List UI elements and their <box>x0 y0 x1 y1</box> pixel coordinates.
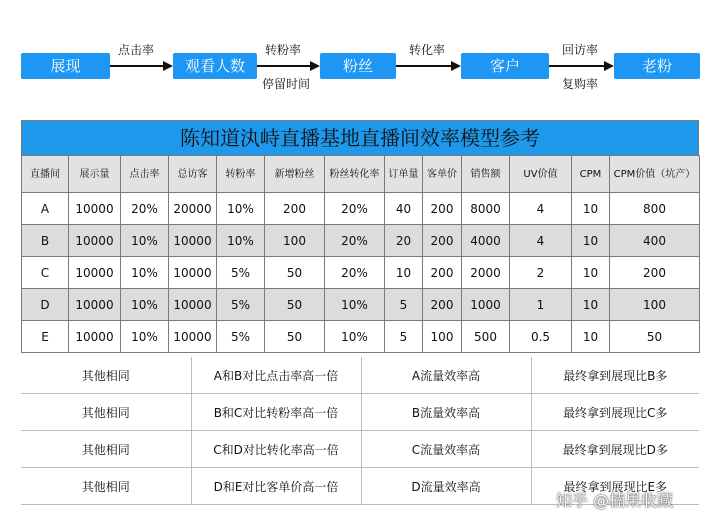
table-cell: 4 <box>510 193 572 225</box>
table-cell: 20% <box>121 193 169 225</box>
flow-label-stay-time: 停留时间 <box>262 77 311 91</box>
table-cell: 10% <box>217 193 265 225</box>
table-cell: 5% <box>217 257 265 289</box>
table-cell: 5 <box>385 289 423 321</box>
col-header-visitors: 总访客 <box>169 156 217 193</box>
col-header-orders: 订单量 <box>385 156 423 193</box>
col-header-cpm: CPM <box>572 156 610 193</box>
table-cell: 10 <box>385 257 423 289</box>
comparison-cell: A流量效率高 <box>361 357 531 394</box>
table-cell: A <box>22 193 69 225</box>
col-header-impressions: 展示量 <box>69 156 121 193</box>
table-cell: 10 <box>572 257 610 289</box>
comparison-cell: 其他相同 <box>21 394 191 431</box>
table-cell: 200 <box>610 257 700 289</box>
comparison-cell: B流量效率高 <box>361 394 531 431</box>
table-cell: 10000 <box>69 225 121 257</box>
comparison-cell: 最终拿到展现比D多 <box>531 431 699 468</box>
efficiency-model-table <box>21 120 699 353</box>
comparison-table <box>21 357 699 505</box>
table-header-row <box>22 156 700 193</box>
table-title: 陈知道汍峙直播基地直播间效率模型参考 <box>21 120 699 155</box>
table-cell: 10 <box>572 321 610 353</box>
col-header-new-fans: 新增粉丝 <box>265 156 325 193</box>
comparison-cell: 其他相同 <box>21 431 191 468</box>
table-cell: 10000 <box>69 193 121 225</box>
flow-box-exposure: 展现 <box>21 53 110 79</box>
table-cell: 20 <box>385 225 423 257</box>
comparison-cell: C流量效率高 <box>361 431 531 468</box>
funnel-flow <box>0 0 720 110</box>
table-cell: 10% <box>121 321 169 353</box>
table-cell: 200 <box>423 225 462 257</box>
table-cell: 50 <box>265 321 325 353</box>
table-cell: D <box>22 289 69 321</box>
table-cell: 50 <box>610 321 700 353</box>
flow-box-old-fans: 老粉 <box>614 53 700 79</box>
comparison-cell: D和E对比客单价高一倍 <box>191 468 361 505</box>
comparison-row <box>21 431 699 468</box>
comparison-row <box>21 357 699 394</box>
table-cell: 10000 <box>169 289 217 321</box>
table-cell: 10000 <box>169 257 217 289</box>
flow-arrow-4 <box>549 61 614 71</box>
flow-label-follow-rate: 转粉率 <box>265 43 302 57</box>
table-cell: 10% <box>121 225 169 257</box>
table-row <box>22 193 700 225</box>
table-cell: 10% <box>121 289 169 321</box>
table-cell: 10 <box>572 289 610 321</box>
table-cell: 10 <box>572 193 610 225</box>
col-header-fan-conversion: 粉丝转化率 <box>325 156 385 193</box>
table-cell: 4000 <box>462 225 510 257</box>
zhihu-watermark: 知乎 @楠果收藏 <box>556 491 674 510</box>
comparison-cell: 其他相同 <box>21 357 191 394</box>
comparison-cell: 最终拿到展现比B多 <box>531 357 699 394</box>
col-header-aov: 客单价 <box>423 156 462 193</box>
flow-box-viewers: 观看人数 <box>173 53 257 79</box>
table-cell: C <box>22 257 69 289</box>
col-header-uv-value: UV价值 <box>510 156 572 193</box>
table-cell: 10000 <box>169 321 217 353</box>
table-cell: 10% <box>325 289 385 321</box>
table-cell: 0.5 <box>510 321 572 353</box>
table-cell: 1000 <box>462 289 510 321</box>
table-row <box>22 321 700 353</box>
comparison-cell: 最终拿到展现比C多 <box>531 394 699 431</box>
comparison-cell: 其他相同 <box>21 468 191 505</box>
table-cell: 10000 <box>69 321 121 353</box>
table-cell: 200 <box>265 193 325 225</box>
table-cell: 200 <box>423 289 462 321</box>
col-header-room: 直播间 <box>22 156 69 193</box>
table-cell: 40 <box>385 193 423 225</box>
flow-box-fans: 粉丝 <box>320 53 396 79</box>
table-row <box>22 289 700 321</box>
table-cell: 800 <box>610 193 700 225</box>
table-cell: 400 <box>610 225 700 257</box>
table-cell: 50 <box>265 289 325 321</box>
table-cell: 1 <box>510 289 572 321</box>
table-cell: E <box>22 321 69 353</box>
col-header-sales: 销售额 <box>462 156 510 193</box>
table-cell: 20% <box>325 257 385 289</box>
table-cell: 10% <box>325 321 385 353</box>
table-cell: 4 <box>510 225 572 257</box>
table-cell: 20% <box>325 193 385 225</box>
table-cell: 2 <box>510 257 572 289</box>
table-cell: 2000 <box>462 257 510 289</box>
comparison-row <box>21 394 699 431</box>
flow-arrow-1 <box>110 61 173 71</box>
table-cell: 500 <box>462 321 510 353</box>
table-cell: 10% <box>121 257 169 289</box>
col-header-click-rate: 点击率 <box>121 156 169 193</box>
table-cell: B <box>22 225 69 257</box>
col-header-follow-rate: 转粉率 <box>217 156 265 193</box>
col-header-cpm-value: CPM价值（坑产） <box>610 156 700 193</box>
comparison-cell: A和B对比点击率高一倍 <box>191 357 361 394</box>
comparison-cell: C和D对比转化率高一倍 <box>191 431 361 468</box>
table-cell: 20000 <box>169 193 217 225</box>
table-cell: 100 <box>610 289 700 321</box>
comparison-cell: D流量效率高 <box>361 468 531 505</box>
flow-arrow-3 <box>396 61 461 71</box>
table-cell: 50 <box>265 257 325 289</box>
table-cell: 200 <box>423 193 462 225</box>
flow-label-click-rate: 点击率 <box>118 43 155 57</box>
table-row <box>22 257 700 289</box>
table-cell: 10000 <box>69 289 121 321</box>
flow-box-customers: 客户 <box>461 53 549 79</box>
table-row <box>22 225 700 257</box>
table-cell: 5% <box>217 321 265 353</box>
table-cell: 100 <box>423 321 462 353</box>
flow-label-repurchase-rate: 复购率 <box>562 77 599 91</box>
comparison-cell: 最终拿到展现比E多 <box>531 468 699 505</box>
table-cell: 200 <box>423 257 462 289</box>
table-cell: 10% <box>217 225 265 257</box>
table-cell: 5 <box>385 321 423 353</box>
comparison-cell: B和C对比转粉率高一倍 <box>191 394 361 431</box>
table-cell: 100 <box>265 225 325 257</box>
table-cell: 10 <box>572 225 610 257</box>
flow-label-return-rate: 回访率 <box>562 43 599 57</box>
table-cell: 10000 <box>69 257 121 289</box>
flow-label-conversion-rate: 转化率 <box>409 43 446 57</box>
table-cell: 5% <box>217 289 265 321</box>
table-cell: 8000 <box>462 193 510 225</box>
flow-arrow-2 <box>257 61 320 71</box>
table-cell: 10000 <box>169 225 217 257</box>
table-cell: 20% <box>325 225 385 257</box>
